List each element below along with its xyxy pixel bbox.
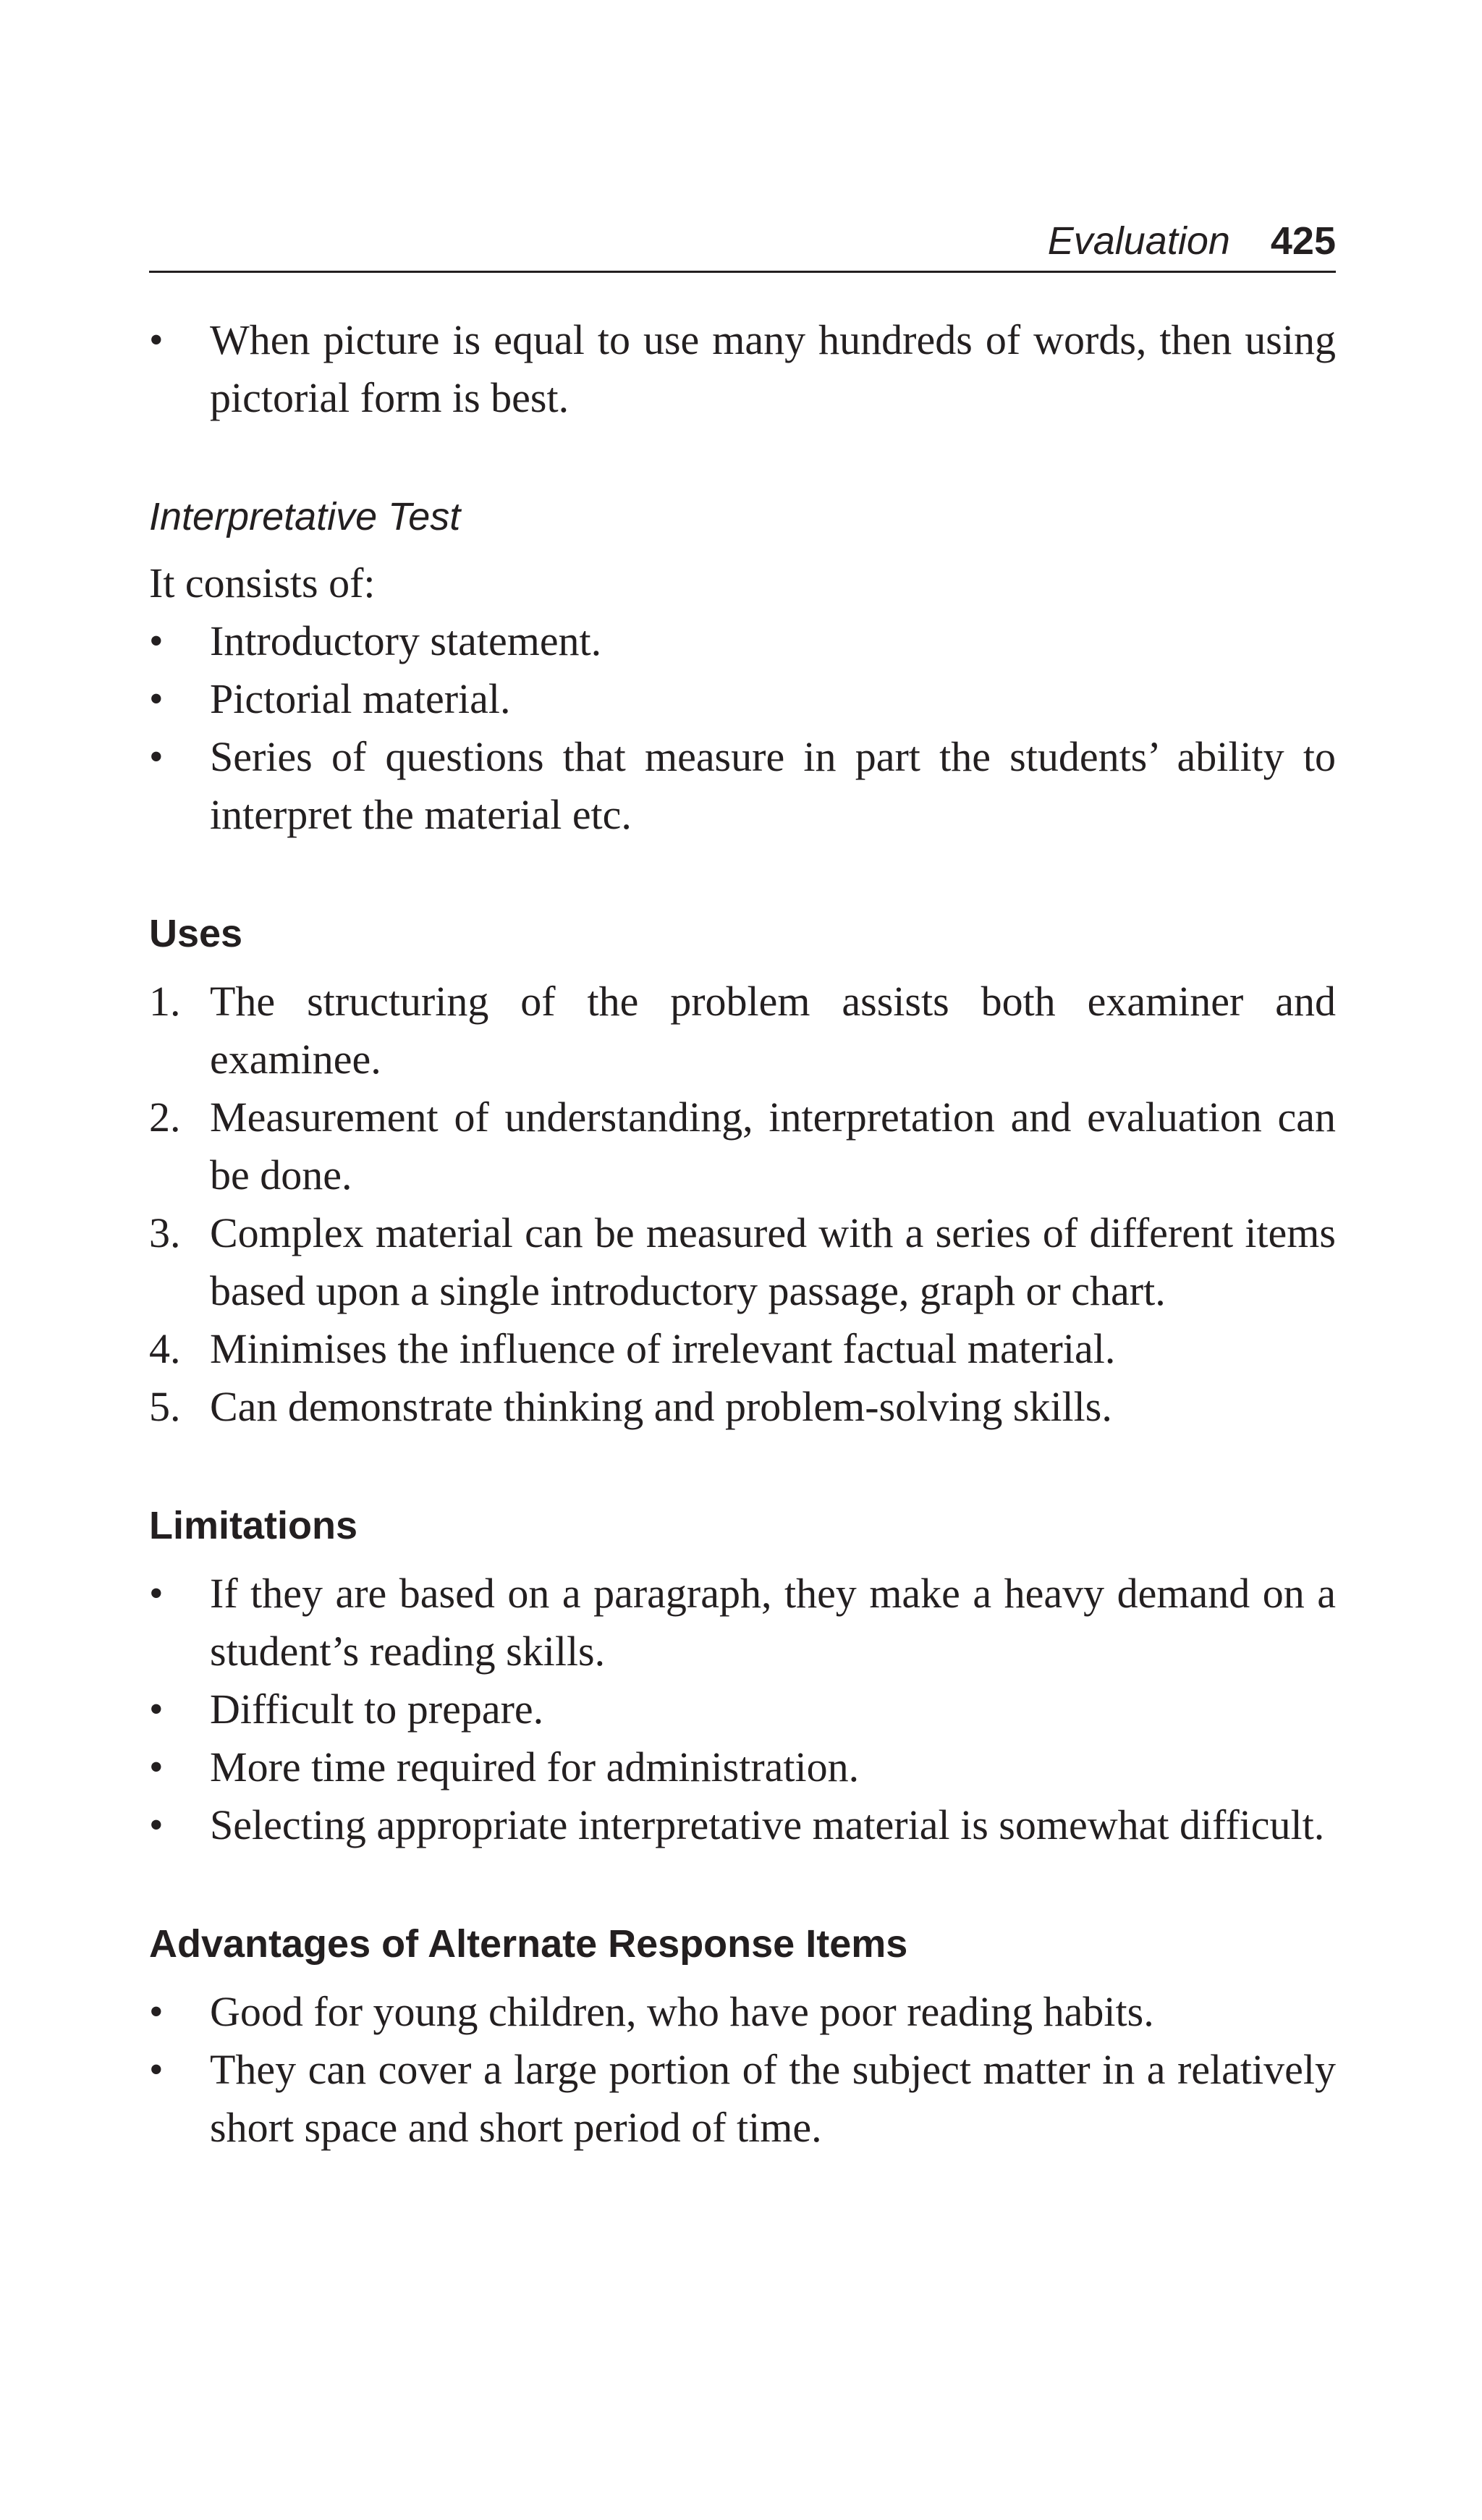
list-item — [149, 1320, 1336, 1378]
list-item-text: If they are based on a paragraph, they make a heavy demand on a student’s reading skills. — [210, 1570, 1336, 1675]
list-item-text: Pictorial material. — [210, 675, 511, 722]
list-item-text: Difficult to prepare. — [210, 1686, 544, 1733]
list-item-text: When picture is equal to use many hundreds of words, then using pictorial form is best. — [210, 316, 1336, 421]
list-item — [149, 973, 1336, 1088]
uses-numbered-list — [149, 973, 1336, 1436]
bullet-marker: • — [149, 677, 164, 722]
list-item — [149, 1738, 1336, 1796]
running-header — [149, 216, 1336, 266]
bullet-marker: • — [149, 2047, 164, 2092]
list-item — [149, 728, 1336, 844]
uses-heading: Uses — [149, 912, 243, 955]
list-item — [149, 612, 1336, 670]
bullet-marker: • — [149, 1990, 164, 2034]
list-item-text: More time required for administration. — [210, 1743, 860, 1790]
list-item-text: They can cover a large portion of the subject matter in a relatively short space and short period of time. — [210, 2046, 1336, 2151]
advantages-heading: Advantages of Alternate Response Items — [149, 1922, 908, 1966]
list-item-text: Measurement of understanding, interpretation and evaluation can be done. — [210, 1094, 1336, 1198]
number-marker: 5. — [149, 1383, 181, 1430]
page-body — [149, 311, 1336, 2157]
header-rule — [149, 271, 1336, 273]
number-marker: 3. — [149, 1209, 181, 1256]
number-marker: 2. — [149, 1094, 181, 1141]
list-item — [149, 1088, 1336, 1204]
list-item-text: The structuring of the problem assists both examiner and examinee. — [210, 978, 1336, 1083]
bullet-marker: • — [149, 318, 164, 363]
list-item — [149, 1378, 1336, 1436]
list-item — [149, 670, 1336, 728]
list-item-text: Complex material can be measured with a series of different items based upon a single introductory passage, graph or chart. — [210, 1209, 1336, 1314]
limitations-heading: Limitations — [149, 1504, 358, 1547]
list-item — [149, 1565, 1336, 1680]
interpretative-test-heading: Interpretative Test — [149, 495, 461, 538]
list-item — [149, 1680, 1336, 1738]
number-marker: 1. — [149, 978, 181, 1025]
limitations-bullet-list — [149, 1565, 1336, 1854]
interpretative-bullet-list — [149, 612, 1336, 844]
advantages-bullet-list — [149, 1983, 1336, 2157]
list-item-text: Selecting appropriate interpretative material is somewhat difficult. — [210, 1801, 1325, 1848]
bullet-marker: • — [149, 1745, 164, 1790]
list-item — [149, 2041, 1336, 2157]
bullet-marker: • — [149, 1687, 164, 1732]
list-item-text: Good for young children, who have poor reading habits. — [210, 1988, 1154, 2035]
intro-bullet-list — [149, 311, 1336, 427]
list-item — [149, 1796, 1336, 1854]
running-header-section: Evaluation — [1047, 219, 1230, 263]
bullet-marker: • — [149, 619, 164, 664]
list-item-text: Minimises the influence of irrelevant factual material. — [210, 1325, 1116, 1372]
list-item-text: Introductory statement. — [210, 617, 602, 664]
list-item — [149, 1983, 1336, 2041]
number-marker: 4. — [149, 1325, 181, 1372]
list-item-text: Series of questions that measure in part the students’ ability to interpret the material etc. — [210, 733, 1336, 838]
bullet-marker: • — [149, 1803, 164, 1848]
interpretative-lead: It consists of: — [149, 559, 376, 606]
list-item-text: Can demonstrate thinking and problem-solving skills. — [210, 1383, 1112, 1430]
list-item — [149, 311, 1336, 427]
list-item — [149, 1204, 1336, 1320]
bullet-marker: • — [149, 1571, 164, 1616]
bullet-marker: • — [149, 735, 164, 779]
page-number: 425 — [1270, 219, 1336, 263]
